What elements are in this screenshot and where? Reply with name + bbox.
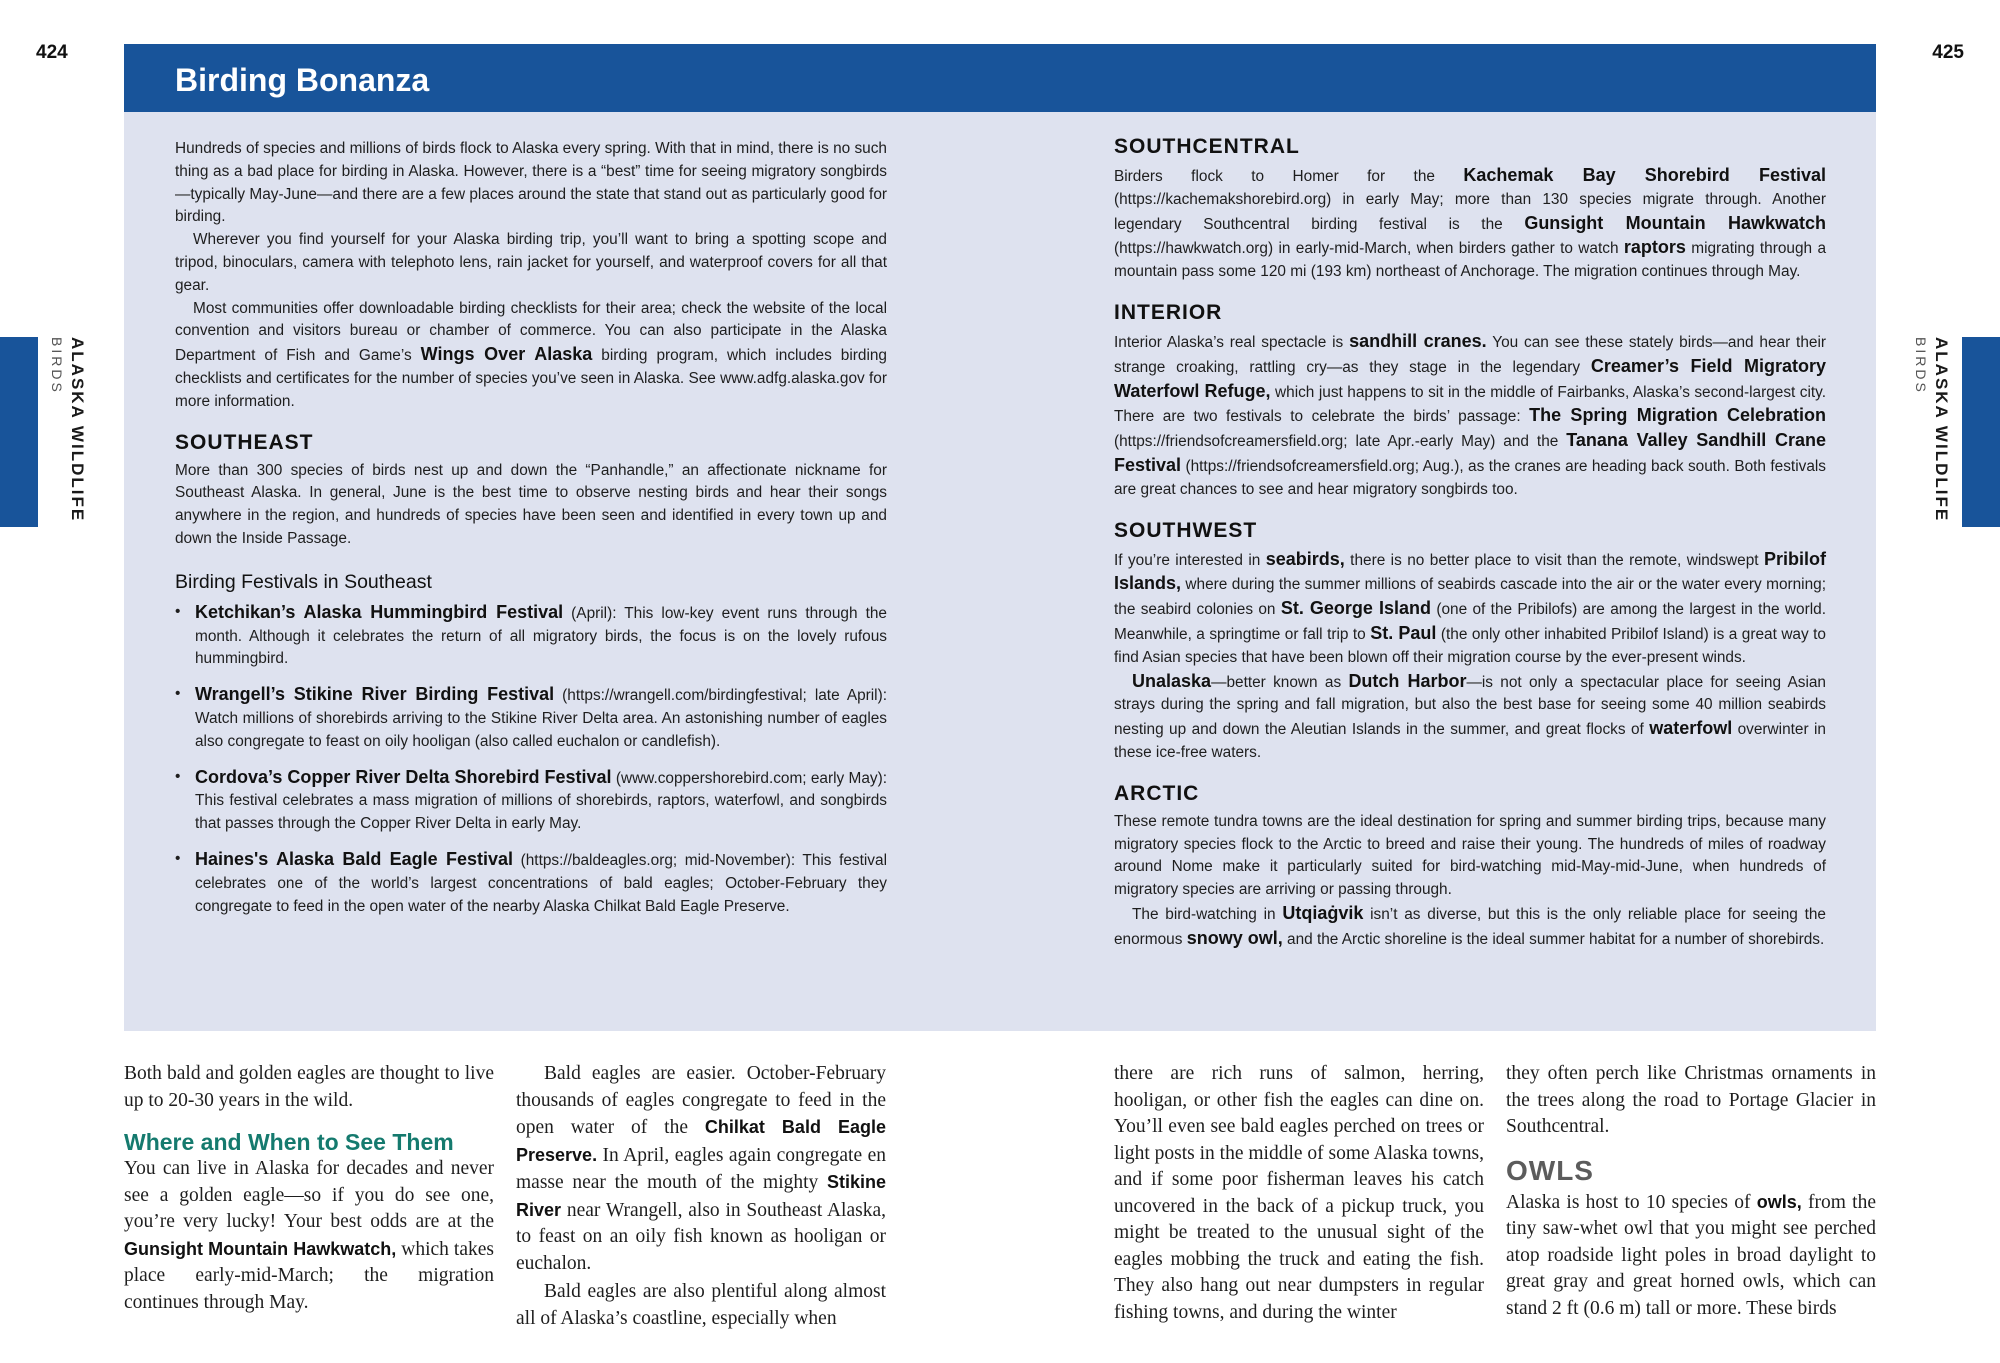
interior-paragraph: Interior Alaska’s real spectacle is sandhill cranes. You can see these stately birds—and hear their strange croaking, rattling cry—as they stage in the legendary Creamer’s Field Migratory Waterfowl Refuge, which just happens to sit in the middle of Fairbanks, Alaska’s second-largest city. There are two festivals to celebrate the birds’ passage: The Spring Migration Celebration (https://friendsofcreamersfield.org; late Apr.-early May) and the Tanana Valley Sandhill Crane Festival (https://friendsofcreamersfield.org; Aug.), as the cranes are heading back south. Both festivals are great chances to see and hear migratory songbirds too. (1114, 330, 1826, 498)
bullet: • (175, 602, 181, 620)
body-column-1 (124, 1061, 494, 1316)
list-item: • Ketchikan’s Alaska Hummingbird Festival (April): This low-key event runs through the month. Although it celebrates the return of all migratory birds, the focus is on the lovely rufous hummingbird. (175, 601, 887, 668)
body-paragraph: Bald eagles are easier. October-February thousands of eagles congregate to feed in the open water of the Chilkat Bald Eagle Preserve. In April, eagles again congregate en masse near the mouth of the mighty Stikine River near Wrangell, also in Southeast Alaska, to feast on an oily fish known as hooligan or euchalon. (516, 1063, 886, 1274)
bullet: • (175, 849, 181, 867)
heading-festivals-southeast: Birding Festivals in Southeast (175, 570, 432, 593)
body-paragraph: Both bald and golden eagles are thought to live up to 20-30 years in the wild. (124, 1063, 494, 1111)
side-tab-marker-right (1962, 337, 2000, 527)
festival-list (175, 601, 887, 919)
section-title: ALASKA WILDLIFE (68, 337, 87, 523)
intro-paragraph: Wherever you find yourself for your Alaska birding trip, you’ll want to bring a spotting scope and tripod, binoculars, camera with telephoto lens, rain jacket for yourself, and waterproof covers for all that gear. (175, 231, 887, 294)
body-paragraph: You can live in Alaska for decades and never see a golden eagle—so if you do see one, you’re very lucky! Your best odds are at the Gunsight Mountain Hawkwatch, which takes place early-mid-March; the migration continues through May. (124, 1158, 494, 1313)
section-subtitle: BIRDS (1913, 337, 1929, 395)
body-paragraph: Alaska is host to 10 species of owls, from the tiny saw-whet owl that you might see perched atop roadside light poles in broad daylight to great gray and great horned owls, which can stand 2 ft (0.6 m) tall or more. These birds (1506, 1191, 1876, 1319)
sidebar-column-left (175, 138, 887, 930)
heading-southcentral: SOUTHCENTRAL (1114, 135, 1300, 158)
page-number-right: 425 (1932, 42, 1964, 63)
page-number-left: 424 (36, 42, 68, 63)
section-title: ALASKA WILDLIFE (1932, 337, 1951, 523)
sidebar-banner (124, 44, 1876, 112)
festival-name: Wrangell’s Stikine River Birding Festival (195, 684, 555, 705)
sidebar-title: Birding Bonanza (175, 62, 430, 98)
side-tab-label-right (1904, 337, 1960, 527)
southwest-paragraph: If you’re interested in seabirds, there is no better place to visit than the remote, windswept Pribilof Islands, where during the summer millions of seabirds cascade into the air or the water every morning; the seabird colonies on St. George Island (one of the Pribilofs) are among the largest in the world. Meanwhile, a springtime or fall trip to St. Paul (the only other inhabited Pribilof Island) is a great way to find Asian species that have been blown off their migration course by the ever-present winds. (1114, 548, 1826, 666)
list-item: • Cordova’s Copper River Delta Shorebird Festival (www.coppershorebird.com; early May): This festival celebrates a mass migration of millions of shorebirds, raptors, waterfowl, and songbirds that passes through the Copper River Delta in early May. (175, 766, 887, 833)
southeast-paragraph: More than 300 species of birds nest up and down the “Panhandle,” an affectionate nickname for Southeast Alaska. In general, June is the best time to observe nesting birds and hear their songs anywhere in the region, and hundreds of species have been seen and identified in every town up and down the Inside Passage. (175, 461, 887, 547)
festival-name: Cordova’s Copper River Delta Shorebird Festival (195, 766, 612, 787)
intro-paragraph: Most communities offer downloadable birding checklists for their area; check the website of the local convention and visitors bureau or chamber of commerce. You can also participate in the Alaska Department of Fish and Game’s Wings Over Alaska birding program, which includes birding checklists and certificates for the number of species you’ve seen in Alaska. See www.adfg.alaska.gov for more information. (175, 299, 887, 410)
heading-interior: INTERIOR (1114, 300, 1223, 324)
intro-paragraph: Hundreds of species and millions of birds flock to Alaska every spring. With that in mind, there is no such thing as a bad place for birding in Alaska. However, there is a “best” time for seeing migratory songbirds—typically May-June—and there are a few places around the state that stand out as particularly good for birding. (175, 140, 887, 226)
sidebar-column-right (1114, 134, 1826, 952)
heading-arctic: ARCTIC (1114, 781, 1200, 805)
festival-name: Ketchikan’s Alaska Hummingbird Festival (195, 601, 564, 622)
side-tab-marker-left (0, 337, 38, 527)
southwest-paragraph: Unalaska—better known as Dutch Harbor—is not only a spectacular place for seeing Asian strays during the spring and fall migration, but also the best base for seeing some 40 million seabirds nesting up and down the Aleutian Islands in the summer, and great flocks of waterfowl overwinter in these ice-free waters. (1114, 670, 1826, 761)
side-tab-label-left (40, 337, 96, 527)
bullet: • (175, 685, 181, 703)
heading-southwest: SOUTHWEST (1114, 518, 1258, 542)
section-subtitle: BIRDS (49, 337, 65, 395)
heading-owls: OWLS (1506, 1154, 1594, 1186)
bullet: • (175, 767, 181, 785)
list-item: • Wrangell’s Stikine River Birding Festival (https://wrangell.com/birdingfestival; late April): Watch millions of shorebirds arriving to the Stikine River Delta area. An astonishing number of eagles also congregate to feast on oily hooligan (also called euchalon or candlefish). (175, 684, 888, 750)
list-item: • Haines's Alaska Bald Eagle Festival (https://baldeagles.org; mid-November): This festival celebrates one of the world’s largest concentrations of bald eagles; October-February they congregate to feed in the open water of the nearby Alaska Chilkat Bald Eagle Preserve. (175, 848, 887, 915)
body-paragraph: they often perch like Christmas ornaments in the trees along the road to Portage Glacier in Southcentral. (1506, 1063, 1876, 1137)
arctic-paragraph: The bird-watching in Utqiaġvik isn’t as diverse, but this is the only reliable place for seeing the enormous snowy owl, and the Arctic shoreline is the ideal summer habitat for a number of shorebirds. (1114, 902, 1826, 948)
wings-over-alaska: Wings Over Alaska (420, 344, 593, 365)
festival-name: Haines's Alaska Bald Eagle Festival (195, 848, 514, 869)
body-column-4 (1506, 1061, 1876, 1322)
heading-southeast: SOUTHEAST (175, 430, 314, 454)
southcentral-paragraph: Birders flock to Homer for the Kachemak Bay Shorebird Festival (https://kachemakshorebird.org) in early May; more than 130 species migrate through. Another legendary Southcentral birding festival is the Gunsight Mountain Hawkwatch (https://hawkwatch.org) in early-mid-March, when birders gather to watch raptors migrating through a mountain pass some 120 mi (193 km) northeast of Anchorage. The migration continues through May. (1114, 165, 1827, 281)
body-column-3 (1114, 1061, 1484, 1326)
body-column-2 (516, 1061, 886, 1332)
arctic-paragraph: These remote tundra towns are the ideal destination for spring and summer birding trips, because many migratory species flock to the Arctic to breed and raise their young. The hundreds of miles of roadway around Nome make it particularly suited for bird-watching mid-May-mid-June, when hundreds of migratory species are arriving or passing through. (1114, 812, 1826, 899)
body-paragraph: Bald eagles are also plentiful along almost all of Alaska’s coastline, especially when (516, 1281, 886, 1329)
heading-where-and-when: Where and When to See Them (124, 1129, 454, 1155)
body-paragraph: there are rich runs of salmon, herring, hooligan, or other fish the eagles can dine on. You’ll even see bald eagles perched on trees or light posts in the middle of some Alaska towns, and if some poor fisherman leaves his catch uncovered in the back of a pickup truck, you might be treated to the unusual sight of the eagles mobbing the truck and eating the fish. They also hang out near dumpsters in regular fishing towns, and during the winter (1114, 1063, 1484, 1323)
